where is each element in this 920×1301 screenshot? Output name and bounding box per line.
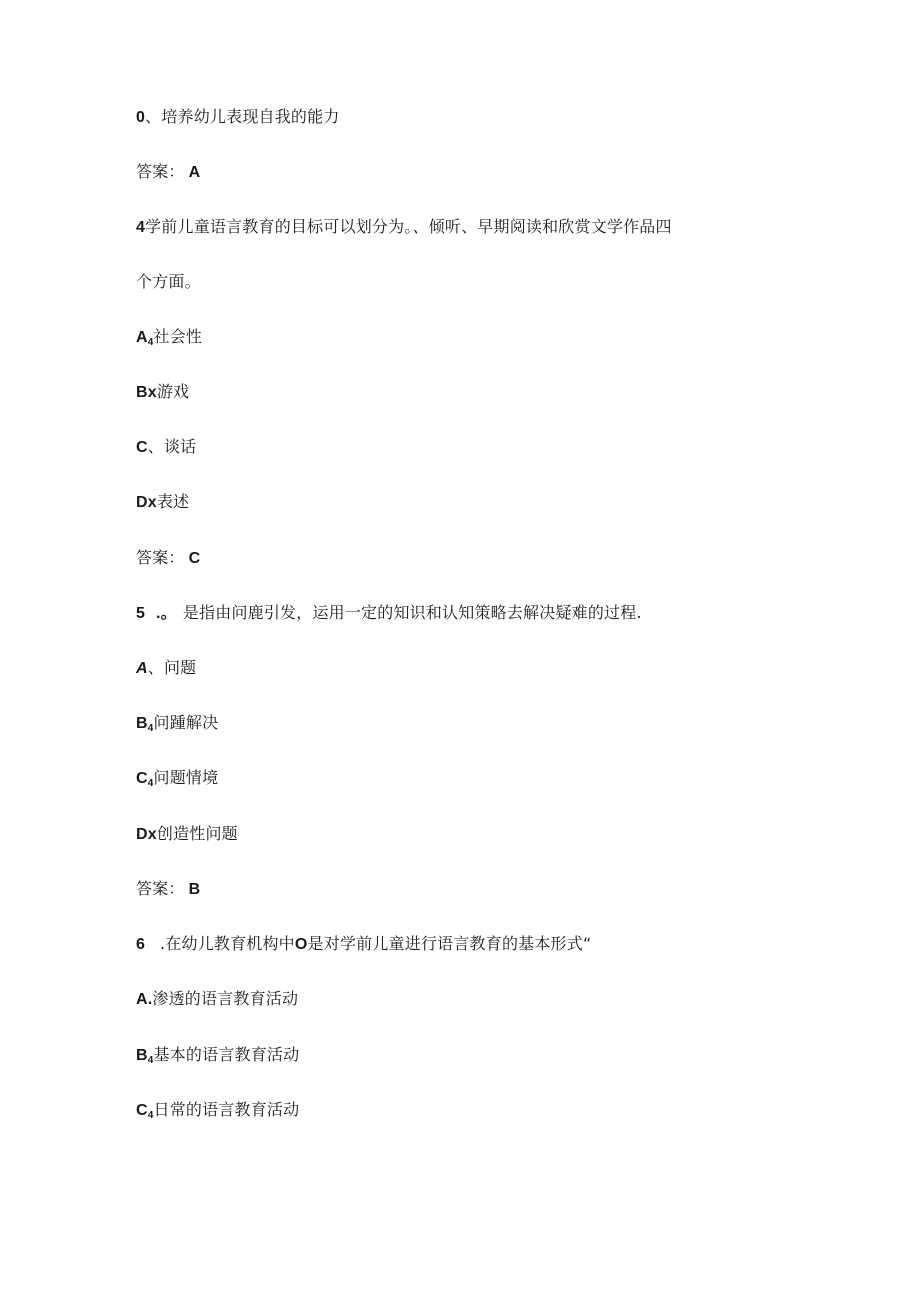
answer-line <box>136 162 200 183</box>
option-line <box>136 824 238 845</box>
answer-value: B <box>188 881 201 898</box>
option-letter: A. <box>136 991 153 1008</box>
option-text: 问题 <box>163 658 197 677</box>
option-line <box>136 327 202 350</box>
option-separator: 、 <box>147 658 164 677</box>
option-letter: C <box>136 1102 148 1119</box>
question-line <box>136 217 672 238</box>
option-text: 问题情境 <box>153 768 219 787</box>
option-letter: Bx <box>136 384 157 401</box>
option-letter: B <box>136 715 148 732</box>
option-letter: 0 <box>136 109 146 126</box>
option-text: 基本的语言教育活动 <box>153 1045 300 1064</box>
option-line <box>136 492 189 513</box>
question-text: 是指由问鹿引发，运用一定的知识和认知策略去解决疑难的过程. <box>182 603 642 622</box>
option-letter: C <box>136 439 148 456</box>
answer-line <box>136 548 200 569</box>
option-letter: A <box>136 660 148 677</box>
question-number: 6 <box>136 936 146 953</box>
option-separator: 、 <box>145 107 162 126</box>
option-line <box>136 768 218 791</box>
question-text: .在幼儿教育机构中 <box>160 934 295 953</box>
question-text-end: 是对学前儿童进行语言教育的基本形式“ <box>307 934 592 953</box>
option-letter: Dx <box>136 826 157 843</box>
option-text: 培养幼儿表现自我的能力 <box>161 107 340 126</box>
option-text: 问踵解决 <box>153 713 219 732</box>
question-line <box>136 934 591 955</box>
question-number: 5 <box>136 605 146 622</box>
option-letter: C <box>136 770 148 787</box>
option-line <box>136 107 340 128</box>
option-line <box>136 713 218 736</box>
option-text: 日常的语言教育活动 <box>153 1100 300 1119</box>
option-marker: 4 <box>147 778 154 789</box>
option-line <box>136 989 298 1010</box>
option-line <box>136 1100 299 1123</box>
answer-label: 答案： <box>136 162 185 181</box>
answer-label: 答案： <box>136 879 185 898</box>
option-letter: A <box>136 329 148 346</box>
option-marker: 4 <box>147 337 154 348</box>
option-separator: 、 <box>147 437 164 456</box>
question-number: 4 <box>136 219 146 236</box>
option-line <box>136 437 196 458</box>
answer-label: 答案： <box>136 548 185 567</box>
option-text: 谈话 <box>163 437 197 456</box>
option-text: 创造性问题 <box>156 824 238 843</box>
option-line <box>136 382 189 403</box>
option-text: 渗透的语言教育活动 <box>152 989 299 1008</box>
answer-value: A <box>188 164 201 181</box>
option-text: 社会性 <box>153 327 203 346</box>
option-line <box>136 658 196 679</box>
option-letter: Dx <box>136 494 157 511</box>
answer-line <box>136 879 200 900</box>
option-marker: 4 <box>147 723 154 734</box>
option-marker: 4 <box>147 1055 154 1066</box>
option-marker: 4 <box>147 1110 154 1121</box>
answer-value: C <box>188 550 201 567</box>
option-line <box>136 1045 299 1068</box>
question-line <box>136 603 642 624</box>
option-letter: B <box>136 1047 148 1064</box>
question-text: 学前儿童语言教育的目标可以划分为。、倾听、早期阅读和欣赏文学作品四 <box>145 217 672 236</box>
question-blank: O <box>294 936 308 953</box>
question-line-continued <box>136 272 201 292</box>
option-text: 表述 <box>156 492 190 511</box>
question-text: 个方面。 <box>136 272 201 291</box>
question-blank: .。 <box>156 605 177 622</box>
option-text: 游戏 <box>156 382 190 401</box>
